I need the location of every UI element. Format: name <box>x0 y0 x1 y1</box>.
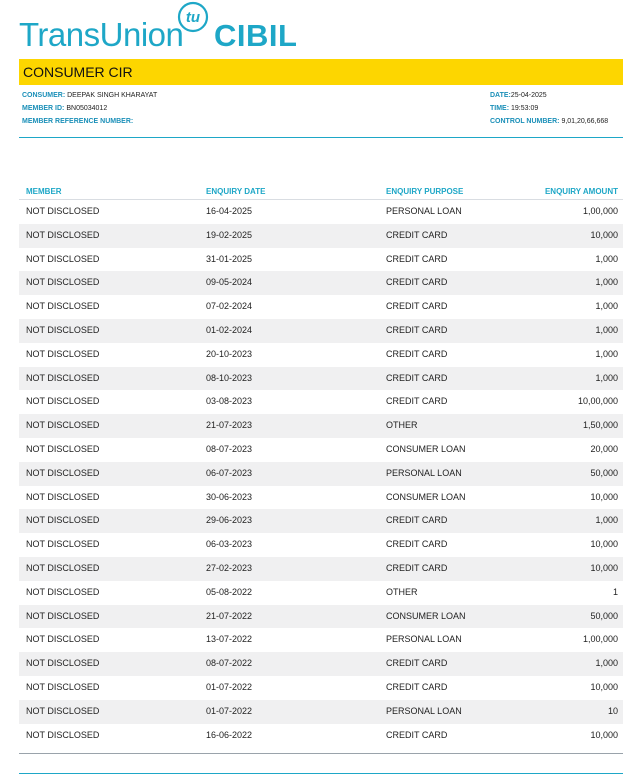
enquiry-amount-cell: 1,000 <box>595 348 618 359</box>
report-title-banner <box>19 59 623 85</box>
enquiry-purpose-cell: CREDIT CARD <box>386 539 448 550</box>
member-cell: NOT DISCLOSED <box>26 539 100 550</box>
table-row <box>19 581 623 605</box>
enquiry-date-cell: 08-07-2023 <box>206 443 253 454</box>
enquiry-amount-cell: 1,000 <box>595 372 618 383</box>
member-cell: NOT DISCLOSED <box>26 515 100 526</box>
table-row <box>19 676 623 700</box>
header-enquiry-purpose: ENQUIRY PURPOSE <box>386 187 464 196</box>
enquiry-amount-cell: 50,000 <box>590 467 618 478</box>
member-cell: NOT DISCLOSED <box>26 301 100 312</box>
enquiry-purpose-cell: CREDIT CARD <box>386 562 448 573</box>
enquiry-date-cell: 20-10-2023 <box>206 348 253 359</box>
date-label: DATE: <box>490 92 511 99</box>
transunion-cibil-logo <box>19 0 309 56</box>
control-number-label: CONTROL NUMBER: <box>490 118 560 125</box>
enquiry-purpose-cell: CREDIT CARD <box>386 324 448 335</box>
enquiry-date-cell: 27-02-2023 <box>206 562 253 573</box>
table-row <box>19 486 623 510</box>
enquiry-purpose-cell: CREDIT CARD <box>386 681 448 692</box>
enquiry-date-cell: 01-07-2022 <box>206 681 253 692</box>
time-label: TIME: <box>490 105 510 112</box>
enquiry-purpose-cell: PERSONAL LOAN <box>386 705 462 716</box>
enquiry-amount-cell: 20,000 <box>590 443 618 454</box>
member-cell: NOT DISCLOSED <box>26 229 100 240</box>
enquiry-amount-cell: 10,00,000 <box>577 396 618 407</box>
consumer-line <box>22 89 157 102</box>
enquiry-table-header <box>19 185 623 200</box>
enquiry-amount-cell: 1,50,000 <box>582 420 618 431</box>
table-row <box>19 533 623 557</box>
report-title: CONSUMER CIR <box>23 64 133 80</box>
enquiry-amount-cell: 10,000 <box>590 562 618 573</box>
control-number-line <box>490 115 608 128</box>
enquiry-amount-cell: 1,000 <box>595 253 618 264</box>
table-row <box>19 319 623 343</box>
enquiry-date-cell: 13-07-2022 <box>206 634 253 645</box>
enquiry-purpose-cell: CONSUMER LOAN <box>386 491 466 502</box>
enquiry-amount-cell: 10,000 <box>590 539 618 550</box>
table-row <box>19 367 623 391</box>
member-ref-label: MEMBER REFERENCE NUMBER: <box>22 118 134 125</box>
enquiry-amount-cell: 50,000 <box>590 610 618 621</box>
logo-wordmark: TransUnion <box>19 16 184 53</box>
enquiry-purpose-cell: CONSUMER LOAN <box>386 443 466 454</box>
enquiry-purpose-cell: PERSONAL LOAN <box>386 467 462 478</box>
table-bottom-divider <box>19 753 623 754</box>
table-row <box>19 271 623 295</box>
member-ref-line <box>22 115 157 128</box>
enquiry-date-cell: 21-07-2023 <box>206 420 253 431</box>
enquiry-purpose-cell: CREDIT CARD <box>386 301 448 312</box>
enquiry-amount-cell: 1,00,000 <box>582 634 618 645</box>
table-row <box>19 724 623 748</box>
enquiry-date-cell: 06-07-2023 <box>206 467 253 478</box>
member-cell: NOT DISCLOSED <box>26 634 100 645</box>
enquiry-amount-cell: 1,000 <box>595 277 618 288</box>
time-line <box>490 102 608 115</box>
member-cell: NOT DISCLOSED <box>26 705 100 716</box>
control-number-value: 9,01,20,66,668 <box>561 118 609 125</box>
table-row <box>19 509 623 533</box>
member-cell: NOT DISCLOSED <box>26 443 100 454</box>
table-row <box>19 414 623 438</box>
table-row <box>19 343 623 367</box>
member-cell: NOT DISCLOSED <box>26 348 100 359</box>
enquiry-purpose-cell: CONSUMER LOAN <box>386 610 466 621</box>
enquiry-amount-cell: 10,000 <box>590 729 618 740</box>
enquiry-purpose-cell: CREDIT CARD <box>386 515 448 526</box>
tu-badge-text: tu <box>185 9 201 26</box>
table-row <box>19 295 623 319</box>
enquiry-date-cell: 08-07-2022 <box>206 658 253 669</box>
enquiry-date-cell: 03-08-2023 <box>206 396 253 407</box>
enquiry-date-cell: 01-02-2024 <box>206 324 253 335</box>
enquiry-purpose-cell: CREDIT CARD <box>386 277 448 288</box>
enquiry-amount-cell: 10,000 <box>590 229 618 240</box>
enquiry-date-cell: 30-06-2023 <box>206 491 253 502</box>
table-row <box>19 438 623 462</box>
member-cell: NOT DISCLOSED <box>26 658 100 669</box>
enquiry-date-cell: 16-06-2022 <box>206 729 253 740</box>
enquiry-purpose-cell: PERSONAL LOAN <box>386 634 462 645</box>
enquiry-purpose-cell: OTHER <box>386 420 418 431</box>
header-member: MEMBER <box>26 187 62 196</box>
table-row <box>19 700 623 724</box>
enquiry-date-cell: 19-02-2025 <box>206 229 253 240</box>
member-cell: NOT DISCLOSED <box>26 467 100 478</box>
member-id-value: BN05034012 <box>66 105 108 112</box>
enquiry-amount-cell: 1,000 <box>595 658 618 669</box>
enquiry-purpose-cell: CREDIT CARD <box>386 396 448 407</box>
enquiry-amount-cell: 1,000 <box>595 301 618 312</box>
table-row <box>19 605 623 629</box>
table-row <box>19 462 623 486</box>
enquiry-purpose-cell: CREDIT CARD <box>386 229 448 240</box>
table-row <box>19 200 623 224</box>
enquiry-date-cell: 06-03-2023 <box>206 539 253 550</box>
member-cell: NOT DISCLOSED <box>26 729 100 740</box>
member-cell: NOT DISCLOSED <box>26 324 100 335</box>
consumer-label: CONSUMER: <box>22 92 66 99</box>
enquiry-amount-cell: 1,000 <box>595 324 618 335</box>
table-row <box>19 248 623 272</box>
member-cell: NOT DISCLOSED <box>26 610 100 621</box>
time-value: 19:53:09 <box>511 105 539 112</box>
date-line <box>490 89 608 102</box>
enquiry-amount-cell: 10,000 <box>590 681 618 692</box>
enquiry-purpose-cell: PERSONAL LOAN <box>386 206 462 216</box>
enquiry-date-cell: 01-07-2022 <box>206 705 253 716</box>
table-row <box>19 628 623 652</box>
consumer-meta-left <box>22 89 157 128</box>
member-cell: NOT DISCLOSED <box>26 491 100 502</box>
enquiry-purpose-cell: CREDIT CARD <box>386 372 448 383</box>
consumer-value: DEEPAK SINGH KHARAYAT <box>67 92 158 99</box>
enquiry-date-cell: 05-08-2022 <box>206 586 253 597</box>
table-row <box>19 390 623 414</box>
enquiry-date-cell: 09-05-2024 <box>206 277 253 288</box>
member-cell: NOT DISCLOSED <box>26 681 100 692</box>
member-cell: NOT DISCLOSED <box>26 586 100 597</box>
enquiry-purpose-cell: CREDIT CARD <box>386 253 448 264</box>
member-cell: NOT DISCLOSED <box>26 396 100 407</box>
member-id-line <box>22 102 157 115</box>
member-cell: NOT DISCLOSED <box>26 562 100 573</box>
enquiry-amount-cell: 1,00,000 <box>582 206 618 216</box>
enquiry-purpose-cell: CREDIT CARD <box>386 348 448 359</box>
header-enquiry-date: ENQUIRY DATE <box>206 187 266 196</box>
member-id-label: MEMBER ID: <box>22 105 65 112</box>
table-row <box>19 557 623 581</box>
enquiry-amount-cell: 1 <box>612 586 618 597</box>
member-cell: NOT DISCLOSED <box>26 253 100 264</box>
member-cell: NOT DISCLOSED <box>26 372 100 383</box>
consumer-meta-right <box>490 89 608 128</box>
table-row <box>19 652 623 676</box>
enquiry-date-cell: 29-06-2023 <box>206 515 253 526</box>
header-enquiry-amount: ENQUIRY AMOUNT <box>544 187 618 196</box>
enquiry-purpose-cell: OTHER <box>386 586 418 597</box>
header-divider <box>19 137 623 138</box>
member-cell: NOT DISCLOSED <box>26 420 100 431</box>
enquiry-date-cell: 08-10-2023 <box>206 372 253 383</box>
enquiry-amount-cell: 10 <box>607 705 618 716</box>
enquiry-date-cell: 21-07-2022 <box>206 610 253 621</box>
enquiry-purpose-cell: CREDIT CARD <box>386 658 448 669</box>
enquiry-date-cell: 16-04-2025 <box>206 206 253 216</box>
table-row <box>19 224 623 248</box>
enquiry-amount-cell: 1,000 <box>595 515 618 526</box>
member-cell: NOT DISCLOSED <box>26 277 100 288</box>
tu-badge-icon <box>176 0 210 34</box>
enquiry-table-body <box>19 200 623 747</box>
enquiry-date-cell: 07-02-2024 <box>206 301 253 312</box>
date-value: 25-04-2025 <box>510 92 547 99</box>
enquiry-date-cell: 31-01-2025 <box>206 253 253 264</box>
enquiry-amount-cell: 10,000 <box>590 491 618 502</box>
enquiry-purpose-cell: CREDIT CARD <box>386 729 448 740</box>
member-cell: NOT DISCLOSED <box>26 206 100 216</box>
logo-product: CIBIL <box>214 18 298 53</box>
footer-divider <box>19 773 623 774</box>
